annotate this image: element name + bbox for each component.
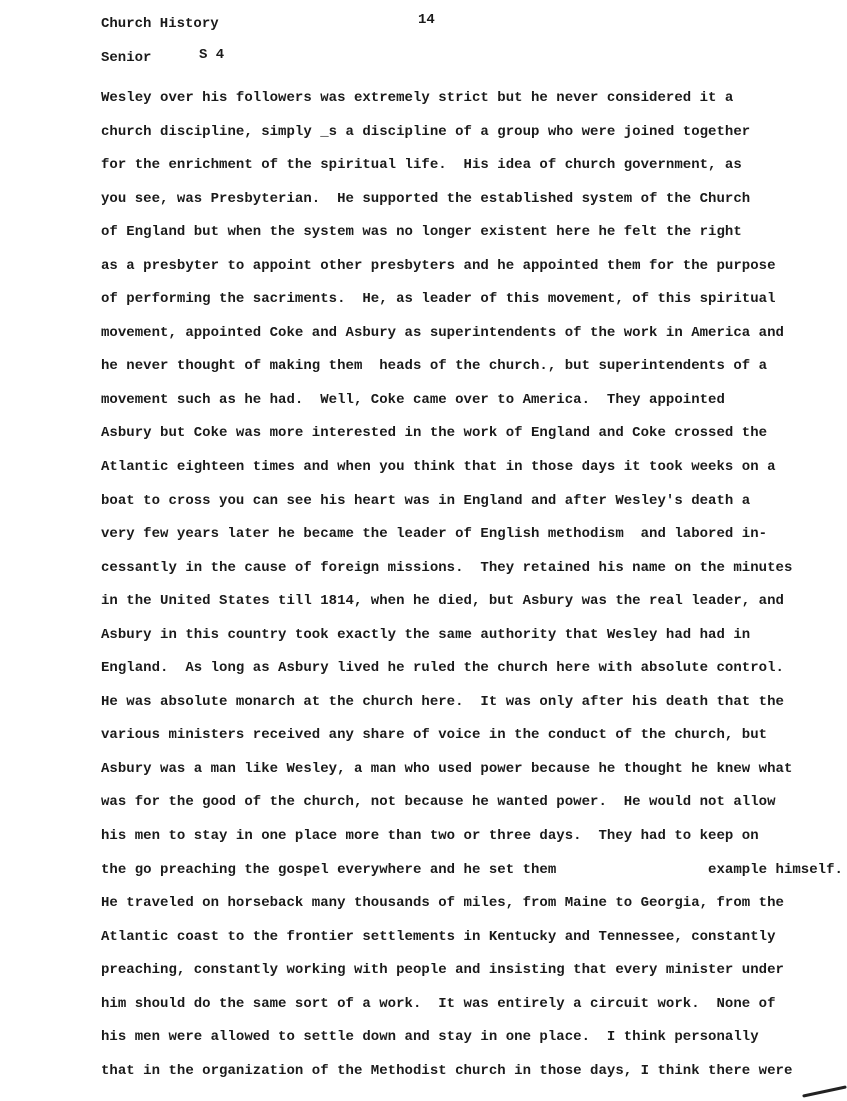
course-title: Church History xyxy=(101,16,219,32)
text-line: he never thought of making them heads of the church., but superintendents of a xyxy=(101,358,768,375)
text-line: for the enrichment of the spiritual life. His idea of church government, as xyxy=(101,157,742,174)
text-line: of England but when the system was no longer existent here he felt the right xyxy=(101,224,742,241)
text-line: Wesley over his followers was extremely strict but he never considered it a xyxy=(101,90,734,106)
text-line: He was absolute monarch at the church here. It was only after his death that the xyxy=(101,693,784,710)
typed-body-text xyxy=(101,82,843,1088)
text-line: He traveled on horseback many thousands of miles, from Maine to Georgia, from the xyxy=(101,895,784,912)
text-line: you see, was Presbyterian. He supported the established system of the Church xyxy=(101,190,751,207)
text-line: his men were allowed to settle down and stay in one place. I think personally xyxy=(101,1029,759,1046)
text-line: his men to stay in one place more than two or three days. They had to keep on xyxy=(101,828,759,845)
text-line: church discipline, simply _s a discipline of a group who were joined together xyxy=(101,123,751,140)
text-line: Atlantic eighteen times and when you think that in those days it took weeks on a xyxy=(101,459,776,476)
text-line: Asbury but Coke was more interested in the work of England and Coke crossed the xyxy=(101,425,768,442)
text-line: him should do the same sort of a work. It was entirely a circuit work. None of xyxy=(101,995,776,1012)
section-code: S 4 xyxy=(199,47,225,63)
text-line: cessantly in the cause of foreign missions. They retained his name on the minutes xyxy=(101,559,793,576)
text-line: was for the good of the church, not because he wanted power. He would not allow xyxy=(101,794,776,811)
text-line: as a presbyter to appoint other presbyters and he appointed them for the purpose xyxy=(101,257,776,274)
text-line: Asbury in this country took exactly the same authority that Wesley had had in xyxy=(101,626,751,643)
text-line: England. As long as Asbury lived he ruled the church here with absolute control. xyxy=(101,660,784,677)
text-line: Atlantic coast to the frontier settlements in Kentucky and Tennessee, constantly xyxy=(101,928,776,945)
text-line: movement, appointed Coke and Asbury as superintendents of the work in America and xyxy=(101,324,784,341)
page-number: 14 xyxy=(418,12,435,28)
text-line: preaching, constantly working with people and insisting that every minister under xyxy=(101,962,784,979)
course-level: Senior xyxy=(101,50,152,66)
text-line: movement such as he had. Well, Coke came over to America. They appointed xyxy=(101,391,725,408)
text-line: of performing the sacriments. He, as leader of this movement, of this spiritual xyxy=(101,291,776,308)
text-line: Asbury was a man like Wesley, a man who used power because he thought he knew what xyxy=(101,760,793,777)
text-line: very few years later he became the leader of English methodism and labored in- xyxy=(101,526,768,543)
text-line: boat to cross you can see his heart was in England and after Wesley's death a xyxy=(101,492,751,509)
text-line: the go preaching the gospel everywhere and he set them example himself. xyxy=(101,861,843,878)
text-line: various ministers received any share of voice in the conduct of the church, but xyxy=(101,727,768,744)
text-line: that in the organization of the Methodist church in those days, I think there were xyxy=(101,1062,793,1079)
text-line: in the United States till 1814, when he died, but Asbury was the real leader, and xyxy=(101,593,784,610)
